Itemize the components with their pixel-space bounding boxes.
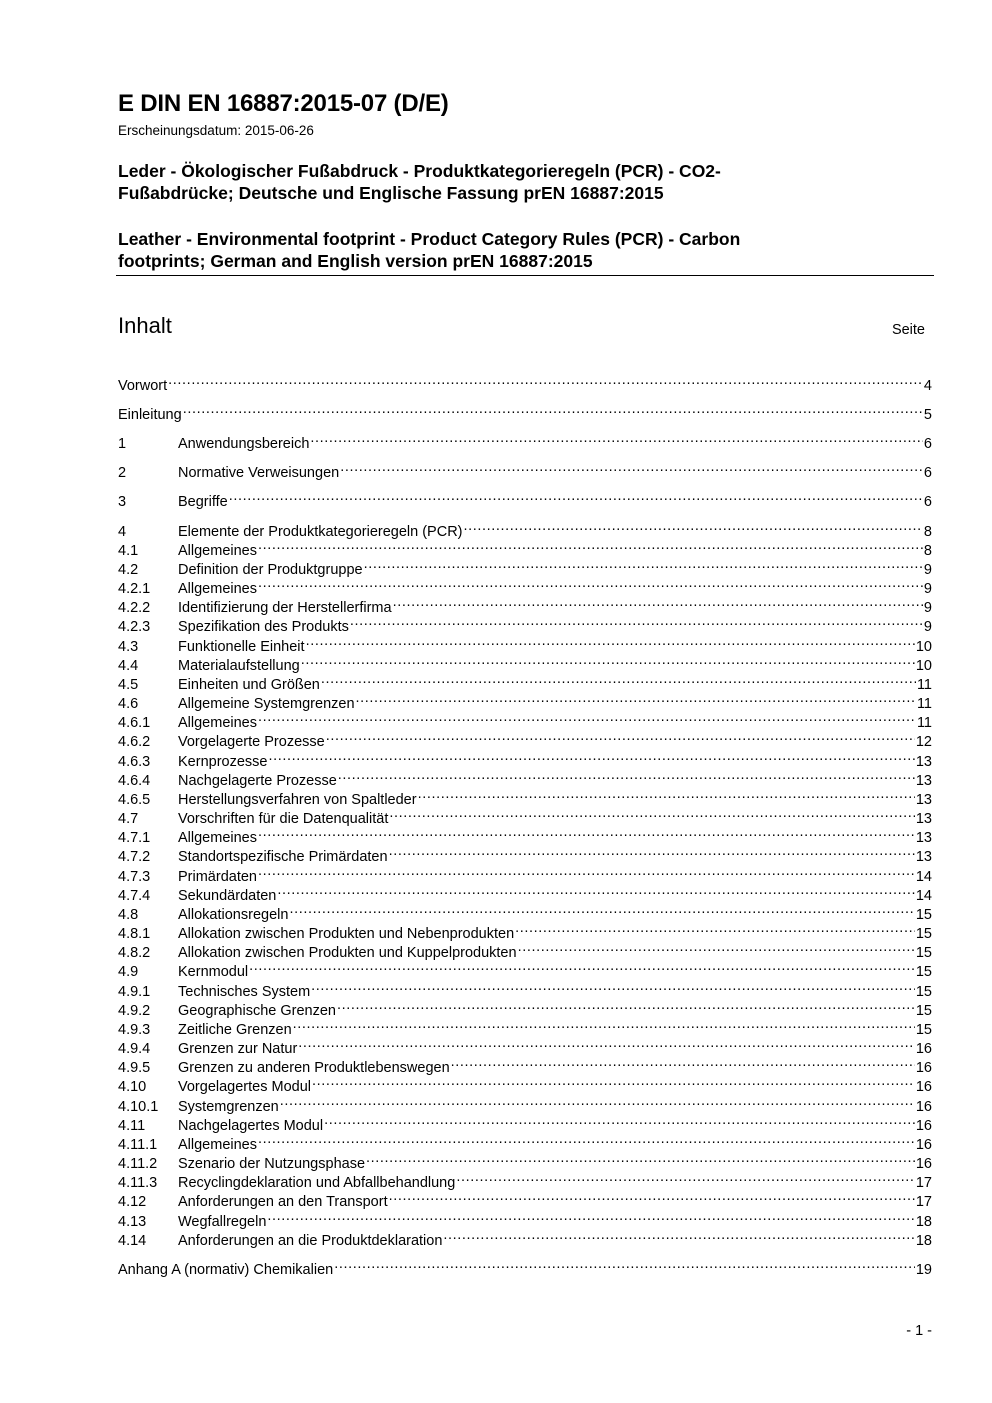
toc-entry-title: Standortspezifische Primärdaten	[178, 849, 388, 865]
toc-entry-number: 4.11.1	[118, 1137, 158, 1153]
toc-dot-leader	[277, 881, 915, 900]
title-english-line-1: Leather - Environmental footprint - Product Category Rules (PCR) - Carbon	[118, 229, 741, 249]
toc-dot-leader	[350, 612, 923, 631]
toc-dot-leader	[340, 458, 923, 477]
toc-entry[interactable]	[118, 919, 932, 942]
toc-dot-leader	[168, 371, 923, 390]
toc-entry[interactable]	[118, 400, 932, 423]
toc-dot-leader	[183, 400, 923, 419]
toc-entry[interactable]	[118, 1092, 932, 1115]
toc-entry-page: 13	[915, 792, 932, 808]
toc-entry[interactable]	[118, 612, 932, 635]
toc-dot-leader	[464, 517, 923, 536]
toc-entry-title: Anwendungsbereich	[178, 436, 310, 452]
toc-entry-title: Nachgelagerte Prozesse	[178, 773, 337, 789]
toc-entry-number: 4.6.5	[118, 792, 151, 808]
toc-dot-leader	[389, 842, 915, 861]
toc-dot-leader	[366, 1149, 915, 1168]
toc-entry[interactable]	[118, 804, 932, 827]
toc-dot-leader	[389, 804, 914, 823]
toc-entry[interactable]	[118, 747, 932, 770]
toc-entry-title: Allgemeines	[178, 543, 257, 559]
toc-entry-number: 4.1	[118, 543, 139, 559]
toc-entry-number: 4.8.1	[118, 926, 151, 942]
toc-entry-title: Allgemeines	[178, 830, 257, 846]
toc-entry-title: Normative Verweisungen	[178, 465, 340, 481]
toc-entry-number: 4.8.2	[118, 945, 151, 961]
toc-entry-page: 10	[915, 658, 932, 674]
toc-entry-page: 16	[915, 1137, 932, 1153]
toc-entry-page: 17	[915, 1194, 932, 1210]
toc-entry-page: 15	[915, 1022, 932, 1038]
toc-entry-title: Materialaufstellung	[178, 658, 300, 674]
toc-dot-leader	[321, 670, 916, 689]
toc-entry-title: Herstellungsverfahren von Spaltleder	[178, 792, 417, 808]
toc-entry-title: Grenzen zu anderen Produktlebenswegen	[178, 1060, 450, 1076]
toc-entry[interactable]	[118, 708, 932, 731]
toc-entry-title: Allgemeine Systemgrenzen	[178, 696, 355, 712]
toc-entry-title: Spezifikation des Produkts	[178, 619, 349, 635]
toc-entry-number: 4.6.1	[118, 715, 151, 731]
toc-entry-number: 4.7.4	[118, 888, 151, 904]
toc-entry-title: Systemgrenzen	[178, 1099, 279, 1115]
toc-entry-title: Allgemeines	[178, 1137, 257, 1153]
toc-entry-page: 5	[923, 407, 932, 423]
toc-entry-page: 18	[915, 1233, 932, 1249]
toc-entry-number: 4.2.2	[118, 600, 151, 616]
title-english	[118, 228, 898, 272]
toc-entry-number: 1	[118, 436, 127, 452]
toc-entry-page: 15	[915, 984, 932, 1000]
toc-entry-page: 16	[915, 1060, 932, 1076]
toc-entry-page: 15	[915, 1003, 932, 1019]
toc-entry[interactable]	[118, 593, 932, 616]
toc-heading: Inhalt	[118, 313, 172, 338]
toc-entry-number: 4.2.1	[118, 581, 151, 597]
toc-entry-number: 4.9.1	[118, 984, 151, 1000]
toc-entry-title: Recyclingdeklaration und Abfallbehandlung	[178, 1175, 456, 1191]
toc-dot-leader	[249, 957, 915, 976]
toc-entry-title: Wegfallregeln	[178, 1214, 267, 1230]
toc-entry[interactable]	[118, 1187, 932, 1210]
toc-entry-title: Allokationsregeln	[178, 907, 289, 923]
toc-entry-page: 11	[916, 715, 932, 731]
toc-dot-leader	[451, 1053, 915, 1072]
toc-entry-page: 18	[915, 1214, 932, 1230]
toc-entry-number: 4.10	[118, 1079, 147, 1095]
toc-entry[interactable]	[118, 1168, 932, 1191]
toc-dot-leader	[324, 1111, 915, 1130]
toc-entry-page: 16	[915, 1041, 932, 1057]
toc-entry-page: 13	[915, 811, 932, 827]
toc-entry-page: 12	[915, 734, 932, 750]
toc-entry-page: 10	[915, 639, 932, 655]
toc-entry-number: 4.9.4	[118, 1041, 151, 1057]
toc-entry[interactable]	[118, 1072, 932, 1095]
toc-entry-number: 4.7.2	[118, 849, 151, 865]
toc-entry-page: 16	[915, 1099, 932, 1115]
toc-dot-leader	[267, 1207, 914, 1226]
toc-entry-page: 11	[916, 696, 932, 712]
footer-page-number: - 1 -	[906, 1323, 932, 1339]
toc-entry-title: Vorgelagertes Modul	[178, 1079, 311, 1095]
toc-entry[interactable]	[118, 900, 932, 923]
toc-entry-title: Vorgelagerte Prozesse	[178, 734, 325, 750]
toc-entry-title: Identifizierung der Herstellerfirma	[178, 600, 392, 616]
toc-entry[interactable]	[118, 977, 932, 1000]
toc-entry-number: 4	[118, 524, 127, 540]
toc-entry-number: 4.7	[118, 811, 139, 827]
toc-entry-page: 9	[923, 600, 932, 616]
toc-entry-title: Elemente der Produktkategorieregeln (PCR)	[178, 524, 463, 540]
toc-entry[interactable]	[118, 938, 932, 961]
toc-entry-title: Zeitliche Grenzen	[178, 1022, 292, 1038]
toc-entry[interactable]	[118, 1226, 932, 1249]
toc-entry-title: Allgemeines	[178, 581, 257, 597]
toc-entry-page: 9	[923, 581, 932, 597]
toc-dot-leader	[338, 766, 915, 785]
toc-entry-title: Grenzen zur Natur	[178, 1041, 298, 1057]
toc-entry-title: Definition der Produktgruppe	[178, 562, 363, 578]
toc-entry-title: Technisches System	[178, 984, 311, 1000]
toc-entry-page: 13	[915, 830, 932, 846]
toc-entry-title: Begriffe	[178, 494, 228, 510]
toc-entry[interactable]	[118, 632, 932, 655]
toc-page-column-label: Seite	[891, 322, 925, 338]
toc-entry-page: 13	[915, 773, 932, 789]
toc-entry-page: 6	[923, 436, 932, 452]
toc-entry-title: Szenario der Nutzungsphase	[178, 1156, 366, 1172]
toc-entry-title: Einheiten und Größen	[178, 677, 320, 693]
toc-entry-page: 9	[923, 619, 932, 635]
toc-dot-leader	[293, 1015, 915, 1034]
toc-entry-page: 19	[915, 1262, 932, 1278]
toc-entry[interactable]	[118, 1149, 932, 1172]
toc-entry-title: Kernmodul	[178, 964, 249, 980]
toc-entry[interactable]	[118, 862, 932, 885]
toc-entry-page: 4	[923, 378, 932, 394]
toc-dot-leader	[268, 747, 914, 766]
toc-entry-title: Primärdaten	[178, 869, 257, 885]
toc-entry[interactable]	[118, 1111, 932, 1134]
toc-entry-title: Nachgelagertes Modul	[178, 1118, 324, 1134]
toc-entry-number: 4.11	[118, 1118, 146, 1134]
document-id: E DIN EN 16887:2015-07 (D/E)	[118, 90, 449, 117]
toc-entry-number: 4.4	[118, 658, 139, 674]
toc-entry-title: Einleitung	[118, 407, 182, 423]
toc-entry-number: 4.9.3	[118, 1022, 151, 1038]
toc-entry[interactable]	[118, 555, 932, 578]
toc-entry-number: 4.9.5	[118, 1060, 151, 1076]
toc-dot-leader	[443, 1226, 914, 1245]
toc-dot-leader	[310, 429, 923, 448]
title-german-line-1: Leder - Ökologischer Fußabdruck - Produktkategorieregeln (PCR) - CO2-	[118, 161, 721, 181]
toc-entry-number: 4.14	[118, 1233, 147, 1249]
toc-entry-page: 16	[915, 1156, 932, 1172]
toc-dot-leader	[337, 996, 915, 1015]
toc-entry[interactable]	[118, 651, 932, 674]
toc-entry-title: Allokation zwischen Produkten und Kuppelprodukten	[178, 945, 517, 961]
toc-entry-title: Sekundärdaten	[178, 888, 277, 904]
toc-dot-leader	[258, 862, 915, 881]
toc-entry-title: Kernprozesse	[178, 754, 268, 770]
toc-entry[interactable]	[118, 957, 932, 980]
toc-entry[interactable]	[118, 766, 932, 789]
toc-entry[interactable]	[118, 517, 932, 540]
toc-entry[interactable]	[118, 727, 932, 750]
toc-entry-title: Anforderungen an die Produktdeklaration	[178, 1233, 443, 1249]
toc-dot-leader	[258, 536, 923, 555]
toc-entry[interactable]	[118, 458, 932, 481]
title-german-line-2: Fußabdrücke; Deutsche und Englische Fassung prEN 16887:2015	[118, 183, 664, 203]
toc-entry-page: 17	[915, 1175, 932, 1191]
toc-entry-number: 4.9	[118, 964, 139, 980]
header-divider	[116, 275, 934, 276]
toc-entry-number: 4.12	[118, 1194, 147, 1210]
toc-entry-page: 14	[915, 888, 932, 904]
title-german	[118, 160, 898, 204]
toc-entry[interactable]	[118, 1207, 932, 1230]
toc-entry[interactable]	[118, 1130, 932, 1153]
toc-entry-page: 6	[923, 465, 932, 481]
toc-dot-leader	[356, 689, 916, 708]
toc-entry-number: 4.7.1	[118, 830, 151, 846]
toc-dot-leader	[306, 632, 915, 651]
toc-entry[interactable]	[118, 785, 932, 808]
toc-entry[interactable]	[118, 487, 932, 510]
toc-entry-page: 16	[915, 1118, 932, 1134]
toc-entry[interactable]	[118, 842, 932, 865]
toc-dot-leader	[289, 900, 914, 919]
toc-dot-leader	[312, 1072, 915, 1091]
toc-entry-number: 4.11.3	[118, 1175, 158, 1191]
toc-entry[interactable]	[118, 670, 932, 693]
toc-dot-leader	[229, 487, 923, 506]
toc-entry-number: 4.10.1	[118, 1099, 159, 1115]
toc-dot-leader	[258, 708, 916, 727]
toc-entry-number: 4.5	[118, 677, 139, 693]
toc-entry-page: 6	[923, 494, 932, 510]
toc-dot-leader	[456, 1168, 915, 1187]
toc-entry[interactable]	[118, 823, 932, 846]
toc-entry-number: 4.2	[118, 562, 139, 578]
toc-entry-title: Anhang A (normativ) Chemikalien	[118, 1262, 334, 1278]
toc-dot-leader	[334, 1255, 915, 1274]
toc-entry[interactable]	[118, 371, 932, 394]
toc-dot-leader	[258, 1130, 915, 1149]
toc-entry[interactable]	[118, 881, 932, 904]
toc-entry-page: 8	[923, 524, 932, 540]
toc-entry-page: 11	[916, 677, 932, 693]
toc-dot-leader	[515, 919, 915, 938]
toc-entry[interactable]	[118, 1053, 932, 1076]
toc-dot-leader	[393, 593, 923, 612]
toc-entry-title: Geographische Grenzen	[178, 1003, 336, 1019]
toc-dot-leader	[258, 574, 923, 593]
toc-dot-leader	[311, 977, 915, 996]
toc-entry-page: 9	[923, 562, 932, 578]
toc-dot-leader	[518, 938, 915, 957]
toc-entry-number: 3	[118, 494, 127, 510]
toc-dot-leader	[301, 651, 915, 670]
toc-entry-page: 15	[915, 907, 932, 923]
toc-entry-number: 4.13	[118, 1214, 147, 1230]
toc-entry-number: 4.6.3	[118, 754, 151, 770]
toc-dot-leader	[389, 1187, 915, 1206]
toc-entry-number: 4.6.4	[118, 773, 151, 789]
toc-dot-leader	[298, 1034, 915, 1053]
toc-entry[interactable]	[118, 536, 932, 559]
toc-entry[interactable]	[118, 689, 932, 712]
title-english-line-2: footprints; German and English version prEN 16887:2015	[118, 251, 593, 271]
toc-entry-page: 8	[923, 543, 932, 559]
toc-entry-number: 4.11.2	[118, 1156, 158, 1172]
toc-entry-number: 4.9.2	[118, 1003, 151, 1019]
toc-entry-page: 13	[915, 754, 932, 770]
toc-entry-title: Anforderungen an den Transport	[178, 1194, 388, 1210]
toc-entry[interactable]	[118, 574, 932, 597]
toc-entry-title: Allgemeines	[178, 715, 257, 731]
toc-entry-number: 4.2.3	[118, 619, 151, 635]
toc-dot-leader	[326, 727, 915, 746]
toc-entry-number: 4.3	[118, 639, 139, 655]
toc-entry-title: Vorwort	[118, 378, 168, 394]
publication-date: Erscheinungsdatum: 2015-06-26	[118, 123, 314, 138]
toc-entry-page: 16	[915, 1079, 932, 1095]
toc-entry-page: 13	[915, 849, 932, 865]
toc-dot-leader	[258, 823, 915, 842]
toc-entry-title: Funktionelle Einheit	[178, 639, 305, 655]
toc-dot-leader	[418, 785, 915, 804]
toc-entry-page: 15	[915, 964, 932, 980]
toc-entry-title: Allokation zwischen Produkten und Nebenprodukten	[178, 926, 515, 942]
toc-entry[interactable]	[118, 1255, 932, 1278]
toc-entry-number: 4.6.2	[118, 734, 151, 750]
toc-entry-page: 15	[915, 945, 932, 961]
toc-entry[interactable]	[118, 996, 932, 1019]
toc-entry[interactable]	[118, 1015, 932, 1038]
toc-entry-page: 15	[915, 926, 932, 942]
toc-entry[interactable]	[118, 1034, 932, 1057]
toc-entry-number: 4.7.3	[118, 869, 151, 885]
toc-entry-number: 4.6	[118, 696, 139, 712]
toc-dot-leader	[364, 555, 923, 574]
toc-entry-page: 14	[915, 869, 932, 885]
toc-entry-title: Vorschriften für die Datenqualität	[178, 811, 389, 827]
toc-entry-number: 4.8	[118, 907, 139, 923]
toc-dot-leader	[280, 1092, 915, 1111]
toc-entry-number: 2	[118, 465, 127, 481]
toc-entry[interactable]	[118, 429, 932, 452]
